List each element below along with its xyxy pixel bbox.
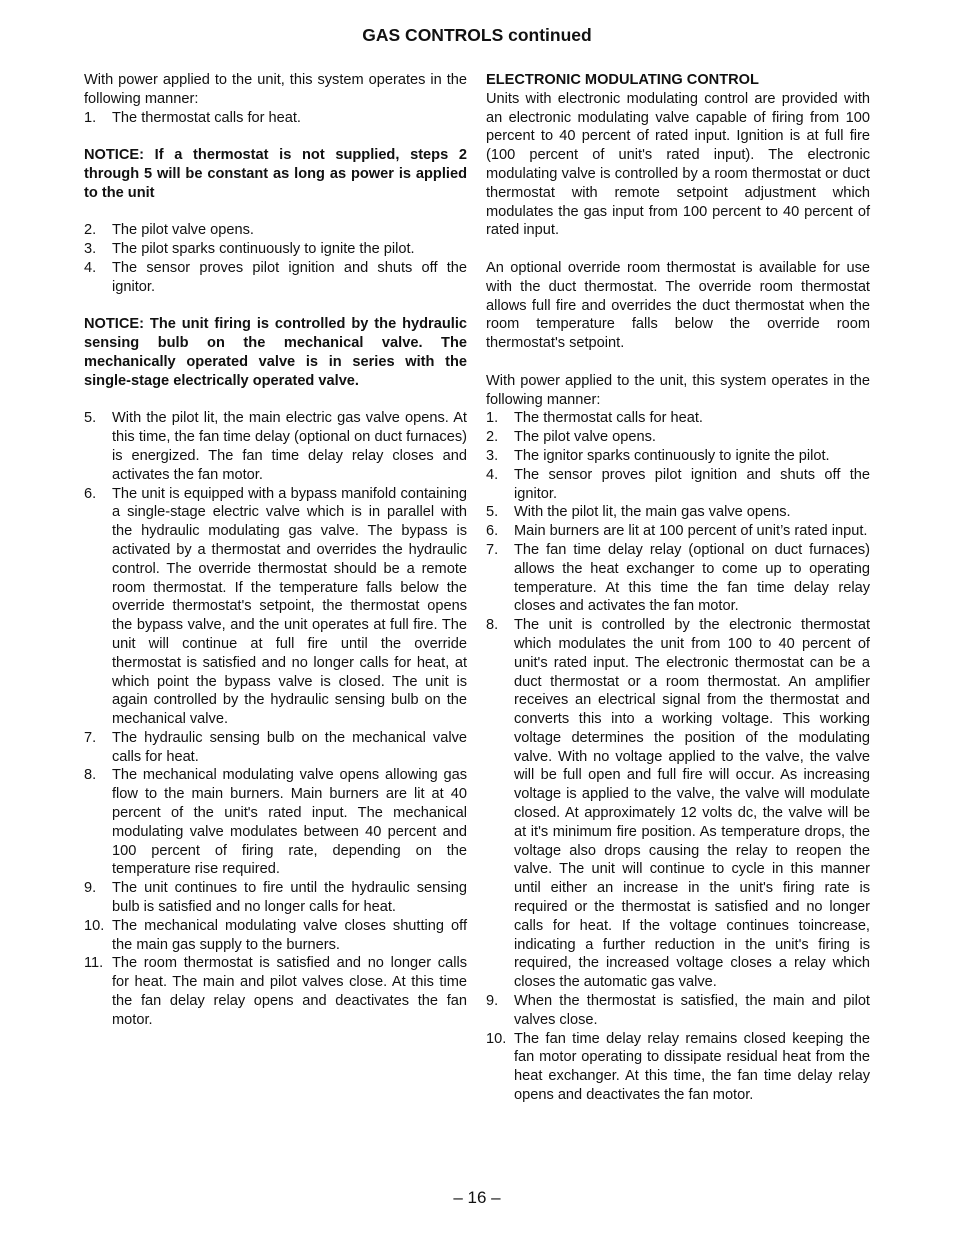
list-text: When the thermostat is satisfied, the main and pilot valves close. — [514, 993, 870, 1028]
list-text: The hydraulic sensing bulb on the mechanical valve calls for heat. — [112, 729, 467, 765]
list-item — [84, 917, 467, 955]
list-text: The mechanical modulating valve opens allowing gas flow to the main burners. Main burners are lit at 40 percent of the unit's rated input. The mechanical modulating valve modulates between 40 percent and 100 percent of firing rate, depending on the temperature rise required. — [112, 767, 467, 878]
list-number: 4. — [486, 466, 499, 483]
list-number: 1. — [84, 109, 97, 126]
list-text: The thermostat calls for heat. — [112, 109, 301, 126]
list-item — [486, 616, 870, 992]
list-text: The sensor proves pilot ignition and shuts off the ignitor. — [112, 259, 467, 295]
list-text: The unit continues to fire until the hydraulic sensing bulb is satisfied and no longer calls for heat. — [112, 880, 467, 916]
list-text: With the pilot lit, the main electric gas valve opens. At this time, the fan time delay (optional on duct furnaces) is energized. The fan time delay relay closes and activates the fan motor. — [112, 410, 467, 483]
list-item — [486, 409, 870, 428]
list-number: 10. — [84, 917, 105, 934]
list-number: 6. — [84, 485, 97, 502]
notice-paragraph: NOTICE: The unit firing is controlled by the hydraulic sensing bulb on the mechanical valve. The mechanically operated valve is in series with the single-stage electrically operated valve. — [84, 316, 467, 389]
list-item — [486, 447, 870, 466]
list-item — [486, 541, 870, 616]
list-text: The unit is equipped with a bypass manifold containing a single-stage electric valve which is in parallel with the hydraulic modulating gas valve. The bypass is activated by a thermostat and overrides the hydraulic control. The override thermostat should be a remote room thermostat. If the temperature falls below the override thermostat's setpoint, the thermostat opens the bypass valve, and the unit operates at full fire. The unit will continue at full fire until the override thermostat is satisfied and no longer calls for heat, at which point the bypass valve is closed. The unit is again controlled by the hydraulic sensing bulb on the mechanical valve. — [112, 485, 467, 728]
list-number: 2. — [486, 429, 499, 446]
right-column — [486, 71, 870, 1105]
intro-paragraph: With power applied to the unit, this system operates in the following manner: — [84, 72, 467, 107]
list-text: The pilot sparks continuously to ignite the pilot. — [112, 241, 415, 258]
list-item — [84, 240, 467, 259]
list-number: 8. — [486, 617, 499, 634]
body-paragraph: An optional override room thermostat is available for use with the duct thermostat. The override room thermostat allows full fire and overrides the duct thermostat when the room temperature falls below the override room thermostat's setpoint. — [486, 259, 870, 352]
list-item — [84, 221, 467, 240]
list-text: The fan time delay relay (optional on duct furnaces) allows the heat exchanger to come up to operating temperature. At this time the fan time delay relay closes and activates the fan motor. — [514, 541, 870, 615]
list-number: 1. — [486, 410, 499, 427]
list-text: With the pilot lit, the main gas valve opens. — [514, 504, 791, 521]
body-paragraph: With power applied to the unit, this system operates in the following manner: — [486, 372, 870, 408]
body-paragraph: Units with electronic modulating control are provided with an electronic modulating valve capable of firing from 100 percent to 40 percent of rated input. Ignition is at full fire (100 percent of unit's rated input). The electronic modulating valve is controlled by a room thermostat or duct thermostat with remote setpoint adjustment which modulates the gas input from 100 percent to 40 percent of rated input. — [486, 90, 870, 239]
list-item — [84, 109, 467, 128]
list-number: 7. — [84, 729, 97, 746]
list-text: The unit is controlled by the electronic thermostat which modulates the unit from 100 to 40 percent of unit's rated input. The electronic thermostat can be a duct thermostat or a room thermostat. An amplifier receives an electrical signal from the thermostat and converts this into a working voltage. This working voltage determines the position of the modulating valve. With no voltage applied to the valve, the valve will be full open and full fire will occur. As increasing voltage is applied to the valve, the valve will modulate closed. At approximately 12 volts dc, the valve will be at it's minimum fire position. As temperature drops, the voltage also drops causing the relay to reopen the valve. The unit will continue to cycle in this manner until either an increase in the unit's firing rate is required or the thermostat is satisfied and no longer calls for heat. If the voltage continues toincrease, indicating a further reduction in the unit's firing is required, the increased voltage closes a relay which closes the automatic gas valve. — [514, 617, 870, 991]
list-text: The fan time delay relay remains closed keeping the fan motor operating to dissipate residual heat from the heat exchanger. At this time, the fan time delay relay opens and deactivates the fan motor. — [514, 1030, 870, 1104]
list-number: 10. — [486, 1030, 507, 1047]
list-text: The thermostat calls for heat. — [514, 410, 703, 427]
page-number: – 16 – — [453, 1188, 501, 1207]
list-text: The sensor proves pilot ignition and shuts off the ignitor. — [514, 466, 870, 502]
list-item — [84, 259, 467, 297]
list-item — [486, 466, 870, 504]
list-item — [84, 409, 467, 484]
list-number: 5. — [84, 410, 97, 427]
list-item — [486, 522, 870, 541]
list-text: The room thermostat is satisfied and no longer calls for heat. The main and pilot valves close. At this time the fan delay relay opens and deactivates the fan motor. — [112, 955, 467, 1028]
list-text: The pilot valve opens. — [514, 429, 656, 446]
list-number: 2. — [84, 222, 97, 239]
notice-paragraph: NOTICE: If a thermostat is not supplied, steps 2 through 5 will be constant as long as power is applied to the unit — [84, 147, 467, 201]
list-text: The mechanical modulating valve closes shutting off the main gas supply to the burners. — [112, 917, 467, 953]
list-item — [486, 1030, 870, 1105]
list-item — [486, 503, 870, 522]
list-item — [84, 485, 467, 729]
list-number: 3. — [84, 241, 97, 258]
list-number: 11. — [84, 955, 104, 972]
left-column — [84, 71, 467, 1030]
list-number: 7. — [486, 541, 499, 558]
list-item — [84, 879, 467, 917]
list-item — [84, 729, 467, 767]
list-text: Main burners are lit at 100 percent of unit’s rated input. — [514, 523, 868, 540]
list-item — [84, 954, 467, 1029]
list-number: 3. — [486, 447, 499, 464]
list-number: 8. — [84, 767, 97, 784]
section-heading: ELECTRONIC MODULATING CONTROL — [486, 72, 759, 88]
list-text: The pilot valve opens. — [112, 222, 254, 239]
list-item — [84, 766, 467, 879]
list-number: 5. — [486, 504, 499, 521]
list-number: 9. — [84, 880, 97, 897]
list-number: 4. — [84, 259, 97, 276]
list-number: 9. — [486, 993, 499, 1010]
list-number: 6. — [486, 523, 499, 540]
page-title: GAS CONTROLS continued — [362, 25, 592, 45]
list-item — [486, 992, 870, 1030]
list-item — [486, 428, 870, 447]
list-text: The ignitor sparks continuously to ignite the pilot. — [514, 447, 830, 464]
